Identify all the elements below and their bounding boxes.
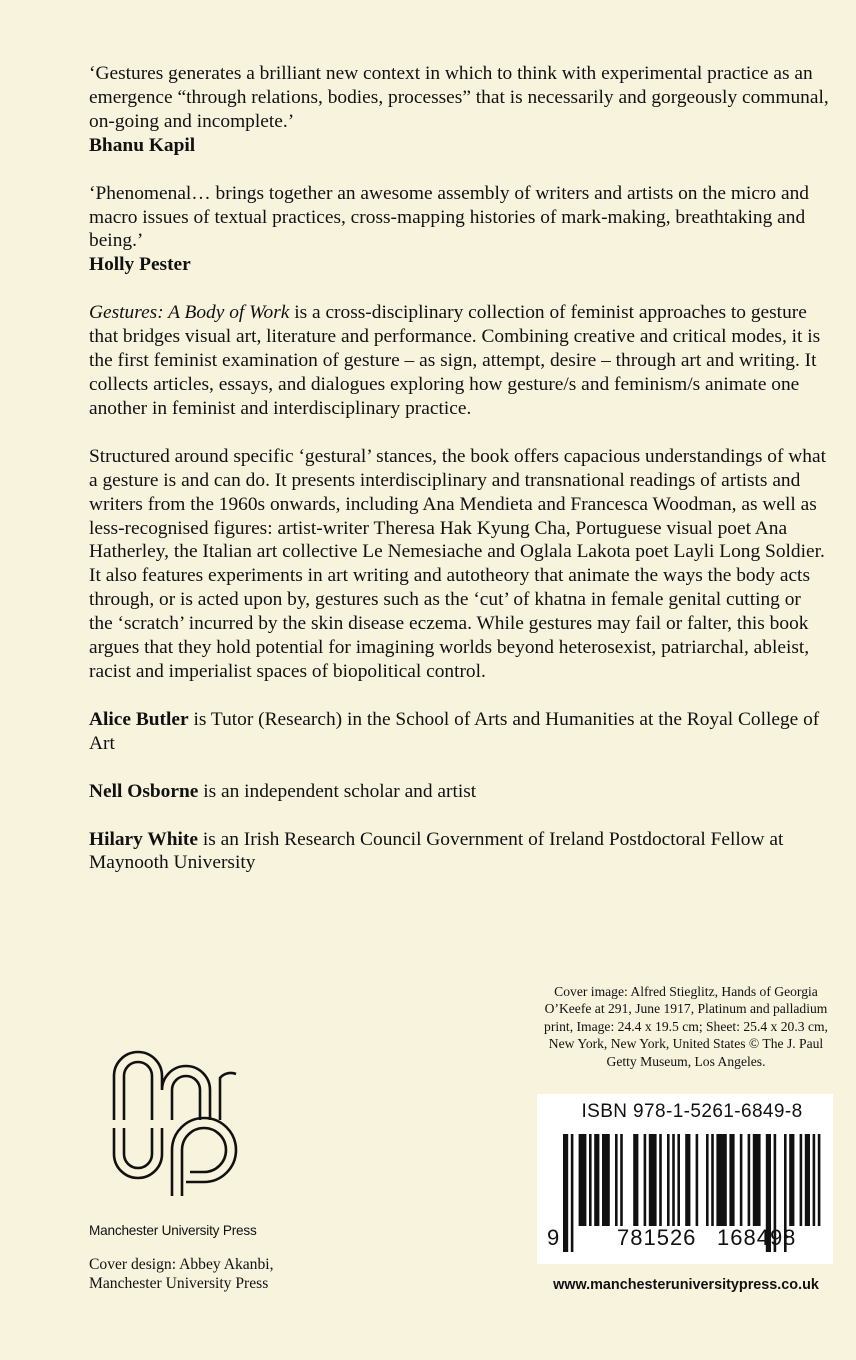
barcode-bar [589, 1134, 592, 1226]
barcode-bar [677, 1134, 680, 1226]
barcode-bar [667, 1134, 670, 1226]
barcode-bar [740, 1134, 743, 1226]
barcode-bar [748, 1134, 751, 1226]
barcode-bar [696, 1134, 699, 1226]
publisher-name: Manchester University Press [89, 1223, 257, 1238]
blurb-author: Holly Pester [89, 254, 191, 276]
barcode-bar [649, 1134, 657, 1226]
book-title: Gestures: A Body of Work [89, 302, 290, 324]
barcode-bar [805, 1134, 810, 1226]
barcode-digits: 9 781526 168498 [547, 1225, 797, 1250]
barcode-bar [813, 1134, 816, 1226]
description-paragraph: Structured around specific ‘gestural’ stances, the book offers capacious understandings of what a gesture is and can do. It presents interdisciplinary and transnational readings of artists and writers from the 1960s onwards, including Ana Mendieta and Francesca Woodman, as well as less-recognised figures: artist-writer Theresa Hak Kyung Cha, Portuguese visual poet Ana Hatherley, the Italian art collective Le Nemesiache and Oglala Lakota poet Layli Long Soldier. It also features experiments in art writing and autotheory that animate the ways the body acts through, or is acted upon by, gestures such as the ‘cut’ of khatna in female genital cutting or the ‘scratch’ incurred by the skin disease eczema. While gestures may fail or falter, this book argues that they hold potential for imagining worlds beyond heterosexist, patriarchal, ableist, racist and imperialist spaces of biopolitical control. [89, 445, 826, 682]
barcode-bar [818, 1134, 821, 1226]
isbn-barcode [537, 1094, 833, 1264]
editor-name: Hilary White [89, 828, 198, 850]
barcode-bar [789, 1134, 794, 1226]
barcode-bar [644, 1134, 647, 1226]
barcode-bar [620, 1134, 623, 1226]
barcode-bar [685, 1134, 690, 1226]
editor-bio: Alice Butler is Tutor (Research) in the School of Arts and Humanities at the Royal College of Art [89, 708, 820, 754]
back-cover-text [89, 62, 829, 899]
blurb-quote: ‘Gestures generates a brilliant new context in which to think with experimental practice as an emergence “through relations, bodies, processes” that is necessarily and gorgeously communal, on-going and incomplete.’ [89, 63, 829, 132]
barcode-bar [615, 1134, 618, 1226]
editor-bio: Hilary White is an Irish Research Council Government of Ireland Postdoctoral Fellow at Maynooth University [89, 828, 784, 874]
cover-design-credit: Cover design: Abbey Akanbi, Manchester University Press [89, 1256, 274, 1292]
blurb-quote: ‘Phenomenal… brings together an awesome assembly of writers and artists on the micro and macro issues of textual practices, cross-mapping histories of mark-making, breathtaking and being.’ [89, 182, 809, 252]
barcode-bar [672, 1134, 675, 1226]
isbn-label: ISBN 978-1-5261-6849-8 [581, 1101, 803, 1122]
blurb [89, 182, 829, 278]
description-paragraph: Gestures: A Body of Work is a cross-disciplinary collection of feminist approaches to gesture that bridges visual art, literature and performance. Combining creative and critical modes, it is the first feminist examination of gesture – as sign, attempt, desire – through art and writing. It collects articles, essays, and dialogues exploring how gesture/s and feminism/s animate one another in feminist and interdisciplinary practice. [89, 302, 821, 419]
editor-name: Alice Butler [89, 708, 189, 730]
barcode-bar [602, 1134, 610, 1226]
barcode-bar [711, 1134, 714, 1226]
editor-name: Nell Osborne [89, 780, 199, 802]
barcode-bar [659, 1134, 662, 1226]
editor-bio: Nell Osborne is an independent scholar and artist [89, 780, 477, 802]
barcode-bar [706, 1134, 709, 1226]
blurb-author: Bhanu Kapil [89, 134, 196, 156]
publisher-url[interactable]: www.manchesteruniversitypress.co.uk [553, 1277, 819, 1293]
barcode-bar [579, 1134, 587, 1226]
barcode-bar [594, 1134, 599, 1226]
barcode-bar [800, 1134, 803, 1226]
cover-image-credit: Cover image: Alfred Stieglitz, Hands of Georgia O’Keefe at 291, June 1917, Platinum and palladium print, Image: 24.4 x 19.5 cm; Sheet: 25.4 x 20.3 cm, New York, New York, United States © The J. Paul Getty Museum, Los Angeles. [544, 984, 828, 1069]
blurb [89, 62, 829, 158]
mup-logo-icon [112, 1050, 238, 1203]
barcode-bar [633, 1134, 638, 1226]
barcode-bar [729, 1134, 734, 1226]
barcode-bar [716, 1134, 726, 1226]
barcode-bar [753, 1134, 761, 1226]
